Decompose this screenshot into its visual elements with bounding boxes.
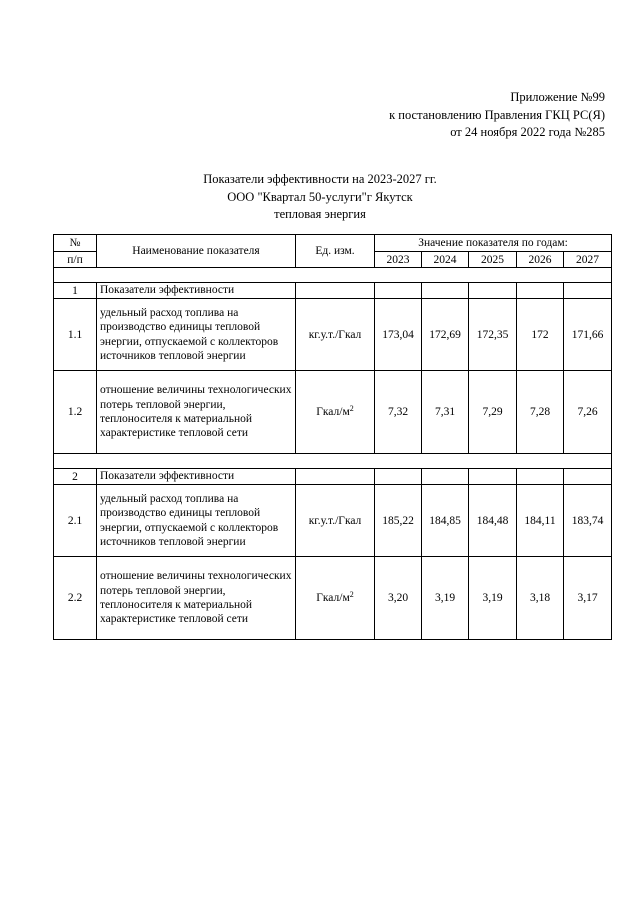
indicator-name: отношение величины технологических потерь тепловой энергии, теплоносителя к материальной характеристике тепловой сети	[97, 371, 296, 454]
table-row	[54, 557, 612, 640]
unit-superscript: 2	[349, 404, 354, 413]
section-row	[54, 283, 612, 299]
header-num-top: №	[54, 235, 97, 252]
row-number: 1.2	[54, 371, 97, 454]
value-cell: 172,69	[422, 299, 469, 371]
value-cell: 7,26	[564, 371, 612, 454]
row-number: 2.1	[54, 485, 97, 557]
spacer-row	[54, 268, 612, 283]
value-cell: 3,20	[375, 557, 422, 640]
value-cell: 184,11	[517, 485, 564, 557]
value-cell: 3,19	[422, 557, 469, 640]
unit-cell	[296, 485, 375, 557]
unit-cell	[296, 557, 375, 640]
header-year: 2027	[564, 252, 612, 268]
section-title: Показатели эффективности	[97, 469, 296, 485]
document-title	[0, 171, 640, 224]
unit-text: Гкал/м	[316, 406, 350, 418]
unit-text: Гкал/м	[316, 592, 350, 604]
appendix-header	[389, 89, 605, 142]
header-unit: Ед. изм.	[296, 235, 375, 268]
value-cell: 172	[517, 299, 564, 371]
table-row	[54, 485, 612, 557]
indicator-name: отношение величины технологических потерь тепловой энергии, теплоносителя к материальной характеристике тепловой сети	[97, 557, 296, 640]
appendix-line-2: к постановлению Правления ГКЦ РС(Я)	[389, 107, 605, 122]
unit-text: кг.у.т./Гкал	[308, 328, 362, 341]
table-row	[54, 299, 612, 371]
unit-cell	[296, 371, 375, 454]
value-cell: 171,66	[564, 299, 612, 371]
appendix-line-3: от 24 ноября 2022 года №285	[450, 125, 605, 139]
value-cell: 7,31	[422, 371, 469, 454]
value-cell: 7,32	[375, 371, 422, 454]
header-num-bottom: п/п	[54, 252, 97, 268]
value-cell: 7,28	[517, 371, 564, 454]
value-cell: 185,22	[375, 485, 422, 557]
value-cell: 184,48	[469, 485, 517, 557]
header-year: 2023	[375, 252, 422, 268]
title-line-2: ООО "Квартал 50-услуги"г Якутск	[227, 189, 413, 204]
table-header	[54, 235, 612, 268]
header-year: 2025	[469, 252, 517, 268]
value-cell: 172,35	[469, 299, 517, 371]
indicators-table	[53, 234, 612, 640]
section-number: 2	[54, 469, 97, 485]
value-cell: 183,74	[564, 485, 612, 557]
header-indicator-name: Наименование показателя	[97, 235, 296, 268]
section-row	[54, 469, 612, 485]
unit-superscript: 2	[349, 590, 354, 599]
value-cell: 3,17	[564, 557, 612, 640]
header-year: 2026	[517, 252, 564, 268]
title-line-1: Показатели эффективности на 2023-2027 гг.	[203, 172, 437, 186]
table-row	[54, 371, 612, 454]
header-values-by-year: Значение показателя по годам:	[375, 235, 612, 252]
value-cell: 173,04	[375, 299, 422, 371]
indicator-name: удельный расход топлива на производство единицы тепловой энергии, отпускаемой с коллекторов источников тепловой энергии	[97, 299, 296, 371]
title-line-3: тепловая энергия	[274, 207, 366, 221]
section-number: 1	[54, 283, 97, 299]
spacer-row	[54, 454, 612, 469]
value-cell: 3,19	[469, 557, 517, 640]
appendix-line-1: Приложение №99	[510, 90, 605, 104]
value-cell: 3,18	[517, 557, 564, 640]
header-year: 2024	[422, 252, 469, 268]
section-title: Показатели эффективности	[97, 283, 296, 299]
value-cell: 184,85	[422, 485, 469, 557]
row-number: 2.2	[54, 557, 97, 640]
row-number: 1.1	[54, 299, 97, 371]
unit-cell	[296, 299, 375, 371]
indicator-name: удельный расход топлива на производство единицы тепловой энергии, отпускаемой с коллекторов источников тепловой энергии	[97, 485, 296, 557]
value-cell: 7,29	[469, 371, 517, 454]
unit-text: кг.у.т./Гкал	[308, 514, 362, 527]
